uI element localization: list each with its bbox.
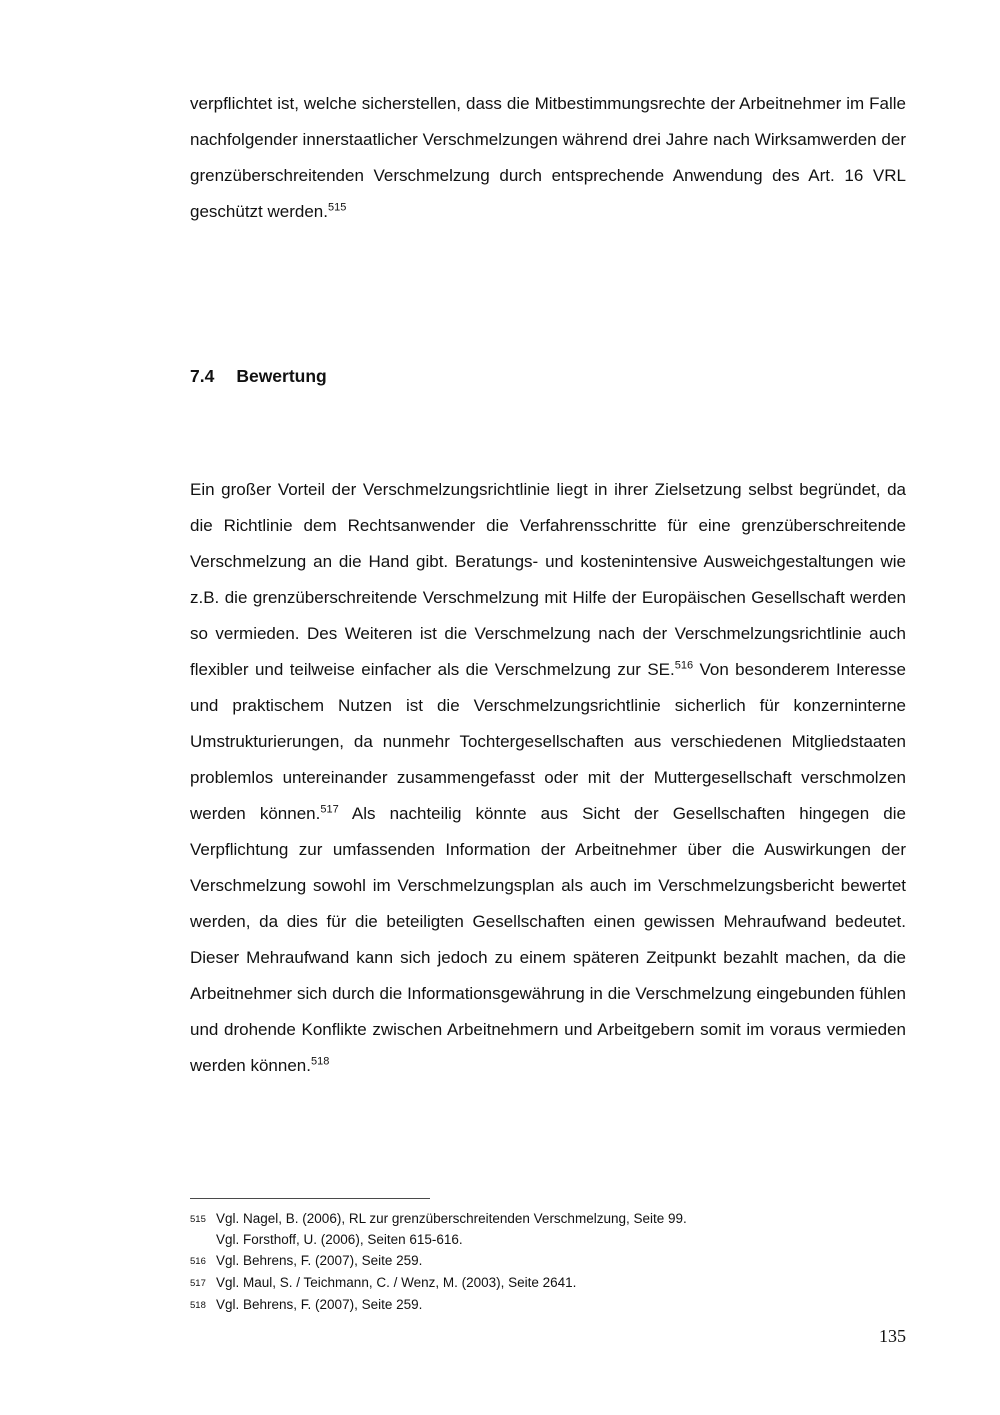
footnote-ref-517: 517 bbox=[320, 803, 339, 816]
footnote-section bbox=[190, 1198, 906, 1316]
footnote-line: Vgl. Forsthoff, U. (2006), Seiten 615-616. bbox=[216, 1232, 463, 1247]
footnote bbox=[190, 1272, 906, 1294]
footnote bbox=[190, 1250, 906, 1272]
footnote-ref-516: 516 bbox=[674, 659, 694, 672]
footnote bbox=[190, 1208, 906, 1250]
footnote-number: 518 bbox=[190, 1300, 206, 1311]
footnote bbox=[190, 1294, 906, 1316]
paragraph-text: verpflichtet ist, welche sicherstellen, dass die Mitbestimmungsrechte der Arbeitnehmer im Falle nachfolgender innerstaatlicher Verschmelzungen während drei Jahre nach Wirksamwerden der grenzüberschreitenden Verschmelzung durch entsprechende Anwendung des Art. 16 VRL geschützt werden. bbox=[190, 94, 906, 221]
footnote-number: 516 bbox=[190, 1256, 206, 1267]
section-heading bbox=[190, 366, 906, 387]
footnote-text: Vgl. Maul, S. / Teichmann, C. / Wenz, M. (2003), Seite 2641. bbox=[216, 1275, 577, 1290]
section-number: 7.4 bbox=[190, 366, 215, 386]
footnote-text bbox=[216, 1208, 906, 1250]
page-number: 135 bbox=[879, 1326, 906, 1346]
paragraph-continuation bbox=[190, 86, 906, 230]
footnote-number: 515 bbox=[190, 1214, 206, 1225]
footnote-text: Vgl. Behrens, F. (2007), Seite 259. bbox=[216, 1253, 423, 1268]
paragraph-main bbox=[190, 472, 906, 1084]
paragraph-segment: Von besonderem Interesse und praktischem Nutzen ist die Verschmelzungsrichtlinie sicherlich für konzerninterne Umstrukturierungen, da nunmehr Tochtergesellschaften aus verschiedenen Mitgliedstaaten problemlos untereinander zusammengefasst oder mit der Muttergesellschaft verschmolzen werden können. bbox=[190, 660, 906, 823]
paragraph-segment: Als nachteilig könnte aus Sicht der Gesellschaften hingegen die Verpflichtung zur umfassenden Information der Arbeitnehmer über die Auswirkungen der Verschmelzung sowohl im Verschmelzungsplan als auch im Verschmelzungsbericht bewertet werden, da dies für die beteiligten Gesellschaften einen gewissen Mehraufwand bedeutet. Dieser Mehraufwand kann sich jedoch zu einem späteren Zeitpunkt bezahlt machen, da die Arbeitnehmer sich durch die Informationsgewährung in die Verschmelzung eingebunden fühlen und drohende Konflikte zwischen Arbeitnehmern und Arbeitgebern somit im voraus vermieden werden können. bbox=[190, 804, 906, 1075]
footnote-line: Vgl. Nagel, B. (2006), RL zur grenzüberschreitenden Verschmelzung, Seite 99. bbox=[216, 1211, 687, 1226]
paragraph-segment: Ein großer Vorteil der Verschmelzungsrichtlinie liegt in ihrer Zielsetzung selbst begründet, da die Richtlinie dem Rechtsanwender die Verfahrensschritte für eine grenzüberschreitende Verschmelzung an die Hand gibt. Beratungs- und kostenintensive Ausweichgestaltungen wie z.B. die grenzüberschreitende Verschmelzung mit Hilfe der Europäischen Gesellschaft werden so vermieden. Des Weiteren ist die Verschmelzung nach der Verschmelzungsrichtlinie auch flexibler und teilweise einfacher als die Verschmelzung zur SE. bbox=[190, 480, 906, 679]
section-title: Bewertung bbox=[236, 366, 327, 386]
footnote-separator bbox=[190, 1198, 430, 1199]
footnote-number: 517 bbox=[190, 1278, 206, 1289]
footnote-text: Vgl. Behrens, F. (2007), Seite 259. bbox=[216, 1297, 423, 1312]
footnote-ref-518: 518 bbox=[310, 1055, 330, 1068]
footnote-ref-515: 515 bbox=[327, 201, 347, 214]
